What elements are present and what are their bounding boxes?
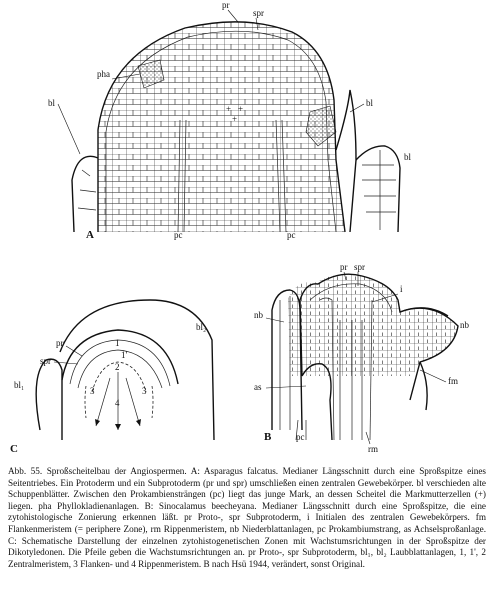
label-fm: fm — [448, 376, 458, 386]
panel-a — [48, 0, 412, 241]
label-zone-2: 2 — [115, 362, 120, 372]
label-c-pr: pr — [56, 338, 64, 348]
label-bl-left: bl — [48, 98, 56, 108]
apex-protoderm — [62, 330, 178, 384]
label-as: as — [254, 382, 262, 392]
label-nb-left: nb — [254, 310, 263, 320]
label-pc-right: pc — [287, 230, 296, 240]
label-bl2: bl₂ — [196, 322, 207, 332]
label-zone-1: 1 — [115, 338, 120, 348]
label-zone-3b: 3 — [142, 386, 147, 396]
apex-subprotoderm — [70, 340, 170, 386]
label-pha: pha — [97, 69, 110, 79]
bamboo-apex-cell-mesh — [280, 270, 470, 390]
leaf-primordium-bl1 — [36, 359, 62, 440]
svg-text:+: + — [232, 114, 238, 124]
mark-mother-cell-plus: + — [226, 104, 232, 114]
label-bl1: bl₁ — [14, 380, 25, 390]
label-rm: rm — [368, 444, 378, 454]
label-pr: pr — [222, 0, 230, 10]
label-zone-4: 4 — [115, 398, 120, 408]
leaf-primordium-bl2 — [60, 300, 214, 440]
label-i: i — [400, 284, 403, 294]
svg-text:+: + — [238, 104, 244, 114]
zone-1-boundary — [78, 350, 162, 388]
scale-leaf-left — [72, 156, 98, 232]
scale-leaf-far — [356, 146, 400, 232]
label-nb-right: nb — [460, 320, 469, 330]
label-zone-3a: 3 — [90, 386, 95, 396]
panel-a-letter: A — [86, 229, 94, 241]
label-bl-right: bl — [366, 98, 374, 108]
label-pc-left: pc — [174, 230, 183, 240]
panel-c-letter: C — [10, 443, 18, 455]
label-zone-1p: 1' — [121, 350, 128, 360]
panel-b — [254, 262, 470, 454]
panel-c — [10, 300, 214, 455]
label-b-spr: spr — [354, 262, 365, 272]
label-c-spr: spr — [40, 356, 51, 366]
label-spr: spr — [253, 8, 264, 18]
label-b-pc: pc — [296, 432, 305, 442]
label-bl-far: bl — [404, 152, 412, 162]
panel-b-letter: B — [264, 431, 272, 443]
figure-caption: Abb. 55. Sproßscheitelbau der Angiospermen. A: Asparagus falcatus. Medianer Längsschnitt durch eine Sproßspitze eines Seitentriebes. Ein Protoderm und ein Subprotoderm (pr und spr) umschließen einen zentralen Gewebekörper. bl verschieden alte Schuppenblätter. Zwischen den Prokambiensträngen (pc) liegt das junge Mark, an dessen Scheitel die Markmutterzellen (+) liegen. pha Phyllokladienanlagen. B: Sinocalamus beecheyana. Medianer Längsschnitt durch eine Sproßspitze, die eine zytohistologische Zonierung erkennen läßt. pr Proto-, spr Subprotoderm, i Initialen des zentralen Gewebekörpers. fm Flankenmeristem (= periphere Zone), rm Rippenmeristem, nb Niederblattanlagen, pc Prokambiumstrang, as Achselsproßanlage. C: Schematische Darstellung der einzelnen zytohistogenetischen Zonen mit Wachstumsrichtungen in der Sproßspitze der Dikotyledonen. Die Pfeile geben die Wachstumsrichtungen an. pr Proto-, spr Subprotoderm, bl₁, bl₂ Laubblattanlagen, 1, 1', 2 Zentralmeristem, 3 Flanken- und 4 Rippenmeristem. B nach Hsü 1944, verändert, sonst Original. — [8, 466, 486, 569]
label-b-pr: pr — [340, 262, 348, 272]
